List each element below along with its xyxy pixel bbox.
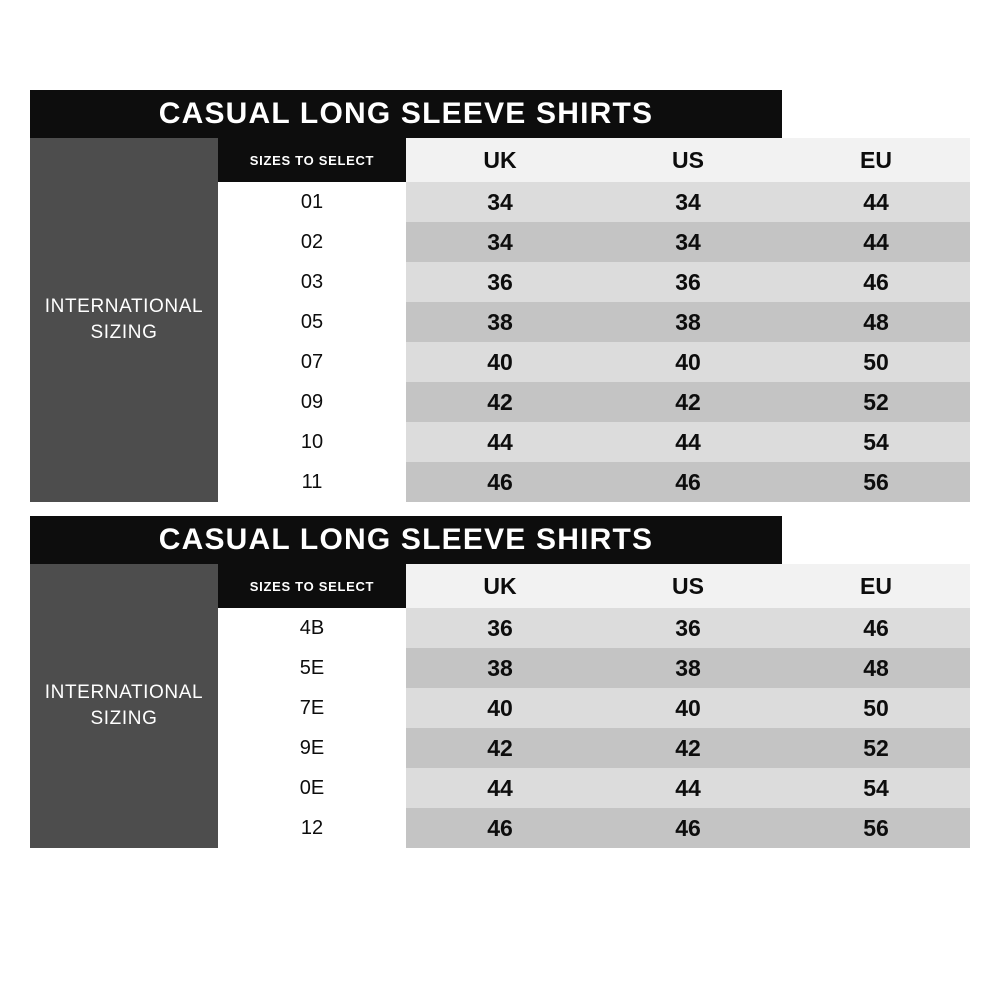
cell-eu: 54 <box>782 422 970 462</box>
cell-eu: 52 <box>782 728 970 768</box>
cell-eu: 46 <box>782 608 970 648</box>
header-row <box>30 564 970 608</box>
column-header-sizes: SIZES TO SELECT <box>218 564 406 608</box>
cell-us: 34 <box>594 182 782 222</box>
cell-size: 02 <box>218 222 406 262</box>
cell-us: 46 <box>594 808 782 848</box>
cell-us: 42 <box>594 382 782 422</box>
cell-size: 03 <box>218 262 406 302</box>
cell-us: 46 <box>594 462 782 502</box>
size-table-1 <box>30 90 970 502</box>
cell-us: 36 <box>594 608 782 648</box>
column-header-us: US <box>594 138 782 182</box>
column-header-us: US <box>594 564 782 608</box>
cell-uk: 34 <box>406 222 594 262</box>
cell-us: 40 <box>594 342 782 382</box>
cell-eu: 56 <box>782 462 970 502</box>
cell-uk: 38 <box>406 648 594 688</box>
column-header-eu: EU <box>782 138 970 182</box>
cell-uk: 40 <box>406 688 594 728</box>
cell-eu: 48 <box>782 302 970 342</box>
cell-size: 5E <box>218 648 406 688</box>
cell-size: 09 <box>218 382 406 422</box>
cell-size: 7E <box>218 688 406 728</box>
cell-eu: 46 <box>782 262 970 302</box>
table-title: CASUAL LONG SLEEVE SHIRTS <box>30 90 782 138</box>
cell-eu: 44 <box>782 182 970 222</box>
cell-us: 38 <box>594 302 782 342</box>
column-header-uk: UK <box>406 138 594 182</box>
cell-us: 38 <box>594 648 782 688</box>
column-header-eu: EU <box>782 564 970 608</box>
cell-uk: 42 <box>406 382 594 422</box>
cell-eu: 44 <box>782 222 970 262</box>
cell-uk: 40 <box>406 342 594 382</box>
cell-eu: 56 <box>782 808 970 848</box>
column-header-sizes: SIZES TO SELECT <box>218 138 406 182</box>
cell-size: 12 <box>218 808 406 848</box>
header-row <box>30 138 970 182</box>
cell-uk: 44 <box>406 422 594 462</box>
cell-eu: 50 <box>782 342 970 382</box>
cell-uk: 46 <box>406 808 594 848</box>
title-row <box>30 90 970 138</box>
cell-size: 9E <box>218 728 406 768</box>
cell-size: 01 <box>218 182 406 222</box>
cell-us: 40 <box>594 688 782 728</box>
cell-size: 10 <box>218 422 406 462</box>
cell-uk: 38 <box>406 302 594 342</box>
side-label: INTERNATIONAL SIZING <box>30 564 218 848</box>
table-title: CASUAL LONG SLEEVE SHIRTS <box>30 516 782 564</box>
cell-size: 07 <box>218 342 406 382</box>
cell-uk: 44 <box>406 768 594 808</box>
cell-eu: 52 <box>782 382 970 422</box>
cell-eu: 50 <box>782 688 970 728</box>
cell-us: 44 <box>594 422 782 462</box>
cell-eu: 54 <box>782 768 970 808</box>
column-header-uk: UK <box>406 564 594 608</box>
size-table-2 <box>30 516 970 848</box>
cell-uk: 36 <box>406 262 594 302</box>
cell-size: 11 <box>218 462 406 502</box>
cell-size: 0E <box>218 768 406 808</box>
cell-size: 4B <box>218 608 406 648</box>
cell-uk: 34 <box>406 182 594 222</box>
cell-us: 36 <box>594 262 782 302</box>
cell-us: 42 <box>594 728 782 768</box>
side-label: INTERNATIONAL SIZING <box>30 138 218 502</box>
title-row <box>30 516 970 564</box>
cell-eu: 48 <box>782 648 970 688</box>
cell-us: 44 <box>594 768 782 808</box>
cell-uk: 46 <box>406 462 594 502</box>
cell-us: 34 <box>594 222 782 262</box>
cell-size: 05 <box>218 302 406 342</box>
cell-uk: 42 <box>406 728 594 768</box>
cell-uk: 36 <box>406 608 594 648</box>
